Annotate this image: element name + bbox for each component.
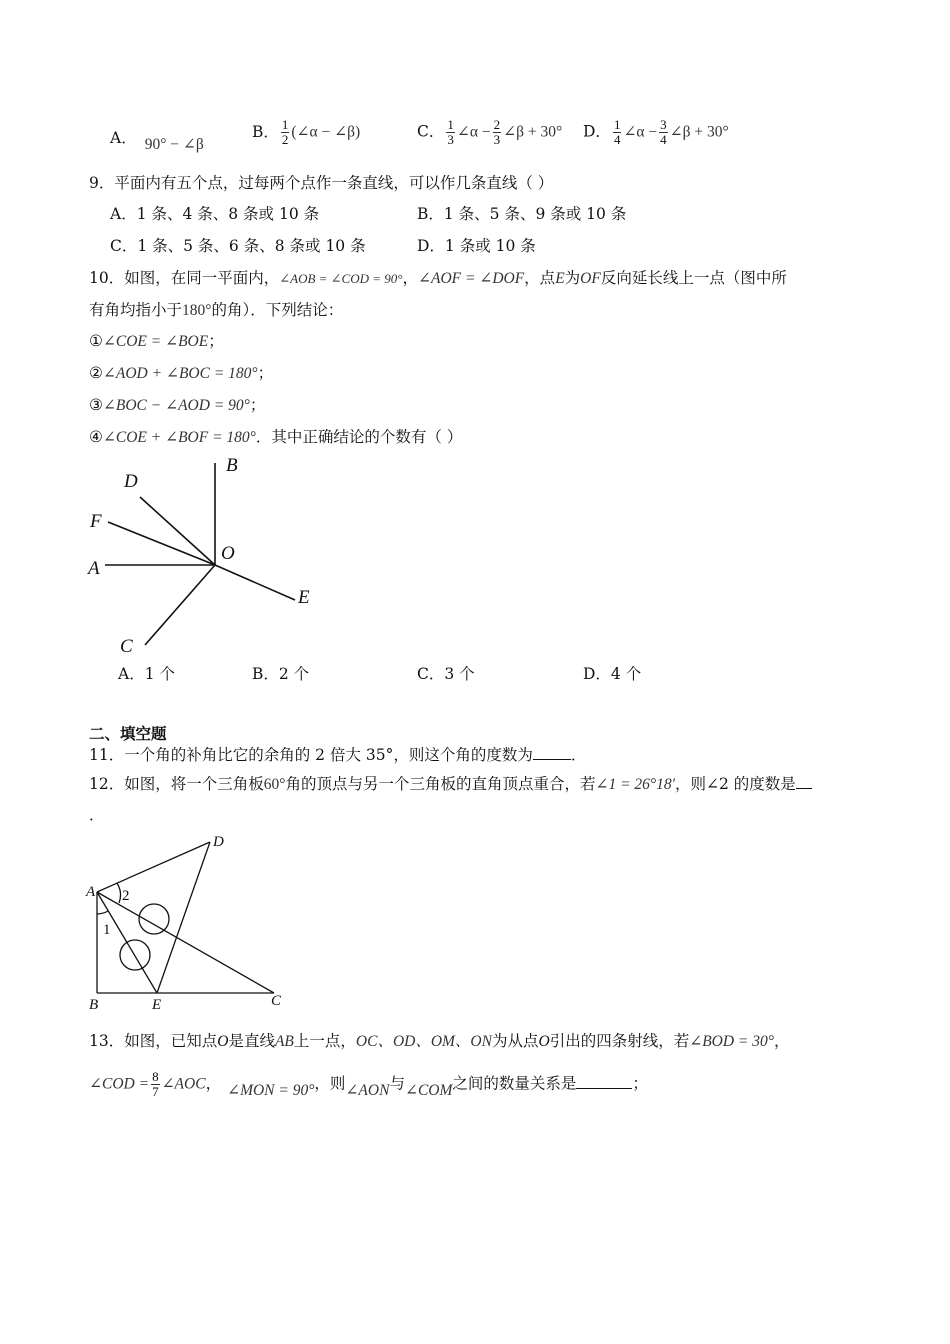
q10-conclusion-1: ①∠COE = ∠BOE； [89, 332, 224, 350]
ray-oc [145, 565, 215, 645]
q10-stem-line2: 有角均指小于180°的角）．下列结论： [89, 301, 344, 319]
q8-option-c: C． $\frac{1}{3}$ ∠α − $\frac{2}{3}$ ∠β + 30° [417, 117, 563, 147]
q12-period: ． [89, 806, 105, 824]
q12-answer-blank[interactable] [796, 774, 812, 789]
arc-angle-2 [117, 883, 121, 903]
q11-answer-blank[interactable] [533, 745, 571, 760]
q13-answer-blank[interactable] [576, 1074, 632, 1089]
q10-stem-line1: 10．如图，在同一平面内，∠AOB = ∠COD = 90°，∠AOF = ∠DOF，点E为OF反向延长线上一点（图中所 [89, 269, 787, 287]
label-f: F [90, 511, 102, 532]
label-d: D [213, 834, 224, 850]
section-title: 二、填空题 [89, 724, 167, 743]
q9-option-b: B．1 条、5 条、9 条或 10 条 [417, 205, 627, 223]
label-b: B [226, 455, 238, 476]
label-e: E [152, 997, 162, 1012]
q13-line1: 13．如图，已知点O是直线AB上一点，OC、OD、OM、ON为从点O引出的四条射线，若∠BOD = 30°， [89, 1032, 790, 1050]
label-a: A [88, 558, 100, 579]
side-ac [97, 892, 274, 993]
q10-option-a: A．1 个 [118, 665, 175, 683]
label-1: 1 [103, 922, 111, 938]
q12-stem: 12．如图，将一个三角板60°角的顶点与另一个三角板的直角顶点重合，若∠1 = 26°18′，则∠2 的度数是 [89, 774, 812, 795]
arc-angle-1 [97, 911, 108, 914]
label-e: E [298, 587, 310, 608]
q9-stem: 9．平面内有五个点，过每两个点作一条直线，可以作几条直线（ ） [89, 174, 554, 192]
label-c: C [271, 993, 282, 1009]
q11: 11．一个角的补角比它的余角的 2 倍大 35°，则这个角的度数为 ． [89, 746, 587, 764]
q9-option-a: A．1 条、4 条、8 条或 10 条 [110, 205, 320, 223]
q8-option-a: A． 90° − ∠β [110, 129, 204, 153]
q10-option-d: D．4 个 [583, 665, 642, 683]
ray-oe [215, 565, 295, 600]
q10-option-c: C．3 个 [417, 665, 475, 683]
q10-conclusion-4: ④∠COE + ∠BOF = 180°．其中正确结论的个数有（ ） [89, 428, 463, 446]
label-c: C [120, 636, 133, 657]
label-d: D [124, 471, 138, 492]
ray-of [108, 522, 215, 565]
label-a: A [86, 884, 96, 900]
q12-figure [84, 830, 294, 1012]
q13-line2: ∠COD = $\frac{8}{7}$ ∠AOC， ∠MON = 90°，则∠AON与∠COM之间的数量关系是 ； [89, 1069, 648, 1099]
label-o: O [221, 543, 235, 564]
q8-option-b: B． $\frac{1}{2}$ (∠α − ∠β) [252, 117, 361, 147]
ray-od [140, 497, 215, 565]
q10-conclusion-2: ②∠AOD + ∠BOC = 180°； [89, 364, 274, 382]
q10-option-b: B．2 个 [252, 665, 310, 683]
q10-figure [80, 455, 340, 660]
q9-option-d: D．1 条或 10 条 [417, 237, 536, 255]
label-2: 2 [122, 888, 130, 904]
q10-conclusion-3: ③∠BOC − ∠AOD = 90°； [89, 396, 266, 414]
label-b: B [89, 997, 99, 1012]
side-de [157, 842, 210, 993]
q8-option-d: D． $\frac{1}{4}$ ∠α − $\frac{3}{4}$ ∠β + 30° [583, 117, 729, 147]
q9-option-c: C．1 条、5 条、6 条、8 条或 10 条 [110, 237, 366, 255]
side-ad [97, 842, 210, 892]
